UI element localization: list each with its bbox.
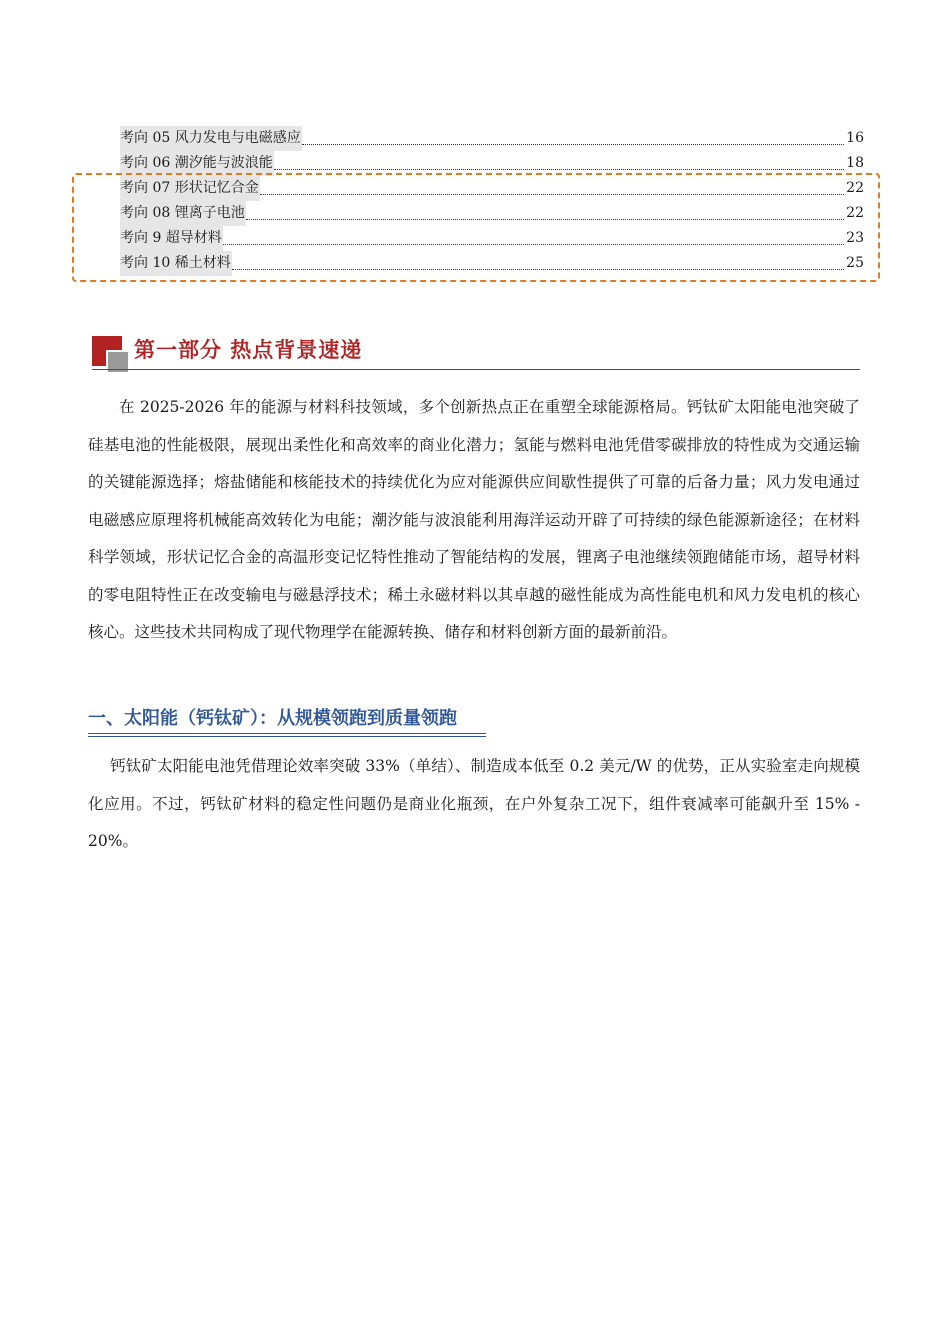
section-divider	[92, 369, 860, 370]
toc-entry-page: 22	[846, 205, 864, 221]
section-marker-accent-icon	[106, 350, 130, 374]
section-title: 第一部分 热点背景速递	[134, 338, 363, 362]
toc-entry-title: 考向 06 潮汐能与波浪能	[120, 151, 274, 176]
toc-entry-page: 25	[846, 255, 864, 271]
toc-entry-title: 考向 10 稀土材料	[120, 251, 232, 276]
toc-entry-title: 考向 07 形状记忆合金	[120, 176, 260, 201]
subsection-title: 一、太阳能（钙钛矿）：从规模领跑到质量领跑	[88, 708, 457, 729]
toc-entry-title: 考向 9 超导材料	[120, 226, 223, 251]
toc-entry-title: 考向 05 风力发电与电磁感应	[120, 126, 302, 151]
highlight-dashed-box	[72, 173, 880, 282]
section-heading	[92, 332, 860, 370]
toc-entry-page: 23	[846, 230, 864, 246]
toc-leader-dots	[274, 168, 844, 170]
toc-leader-dots	[302, 143, 844, 145]
intro-paragraph: 在 2025-2026 年的能源与材料科技领域，多个创新热点正在重塑全球能源格局。钙钛矿太阳能电池突破了硅基电池的性能极限，展现出柔性化和高效率的商业化潜力；氢能与燃料电池凭借零碳排放的特性成为交通运输的关键能源选择；熔盐储能和核能技术的持续优化为应对能源供应间歇性提供了可靠的后备力量；风力发电通过电磁感应原理将机械能高效转化为电能；潮汐能与波浪能利用海洋运动开辟了可持续的绿色能源新途径；在材料科学领域，形状记忆合金的高温形变记忆特性推动了智能结构的发展，锂离子电池继续领跑储能市场，超导材料的零电阻特性正在改变输电与磁悬浮技术；稀土永磁材料以其卓越的磁性能成为高性能电机和风力发电机的核心核心。这些技术共同构成了现代物理学在能源转换、储存和材料创新方面的最新前沿。	[88, 398, 860, 641]
toc-entry-title: 考向 08 锂离子电池	[120, 201, 246, 226]
solar-paragraph: 钙钛矿太阳能电池凭借理论效率突破 33%（单结）、制造成本低至 0.2 美元/W 的优势，正从实验室走向规模化应用。不过，钙钛矿材料的稳定性问题仍是商业化瓶颈，在户外复杂工况下，组件衰减率可能飙升至 15% - 20%。	[88, 757, 860, 850]
toc-entry[interactable]	[120, 126, 864, 151]
toc-entry-page: 22	[846, 180, 864, 196]
subsection-underline	[88, 733, 486, 737]
toc-entry-page: 18	[846, 155, 864, 171]
toc-entry-page: 16	[846, 130, 864, 146]
